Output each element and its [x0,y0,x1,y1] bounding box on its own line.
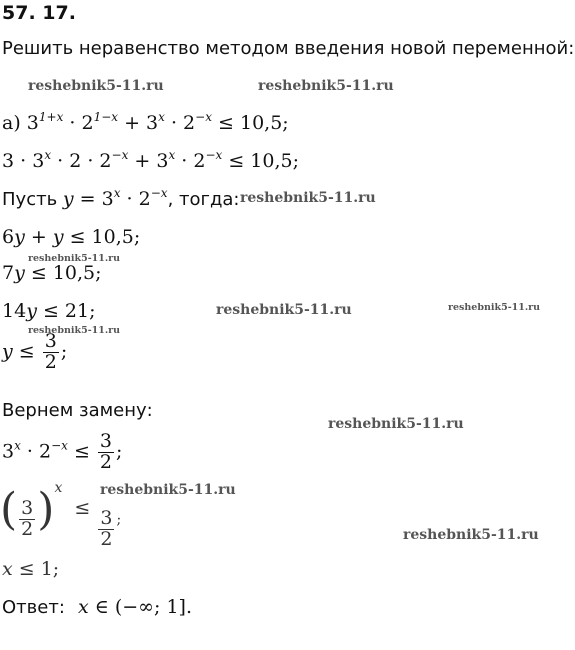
watermark: reshebnik5-11.ru [328,416,464,432]
task-statement: Решить неравенство методом введения новой переменной: [2,38,575,59]
inequality-a: а) $3^{1+x} \cdot 2^{1-x} + 3^x \cdot 2^{-x} \le 10,5$; [2,110,289,134]
sub-inequality-2: ( $\frac{3}{2}$ )$^x$ ≤ $\frac{3}{2}$ ; [0,480,122,550]
watermark: reshebnik5-11.ru [216,302,352,318]
sub-inequality-1: $3^x \cdot 2^{-x}$ ≤ $\frac{3}{2}$ ; [2,430,123,473]
watermark: reshebnik5-11.ru [28,78,164,94]
watermark: reshebnik5-11.ru [403,527,539,543]
sub-inequality-3: x ≤ 1; [2,558,60,580]
watermark: reshebnik5-11.ru [448,302,541,313]
watermark: reshebnik5-11.ru [258,78,394,94]
substitution-line: Пусть $y = 3^x \cdot 2^{-x}$, тогда: [2,186,240,210]
step-6y: 6y + y ≤ 10,5; [2,226,141,248]
return-substitution-text: Вернем замену: [2,400,153,421]
step-y-fraction: y ≤ $\frac{3}{2}$ ; [2,330,68,373]
step-14y: 14y ≤ 21; [2,300,96,322]
step-7y: 7y ≤ 10,5; [2,262,102,284]
answer: Ответ: x ∈ (−∞; 1]. [2,596,192,618]
watermark: reshebnik5-11.ru [28,253,121,264]
inequality-expanded: $3 \cdot 3^x \cdot 2 \cdot 2^{-x} + 3^x \cdot 2^{-x} \le 10,5$; [2,148,299,172]
watermark: reshebnik5-11.ru [100,482,236,498]
problem-number: 57. 17. [2,2,76,24]
watermark: reshebnik5-11.ru [28,325,121,336]
watermark: reshebnik5-11.ru [240,190,376,206]
